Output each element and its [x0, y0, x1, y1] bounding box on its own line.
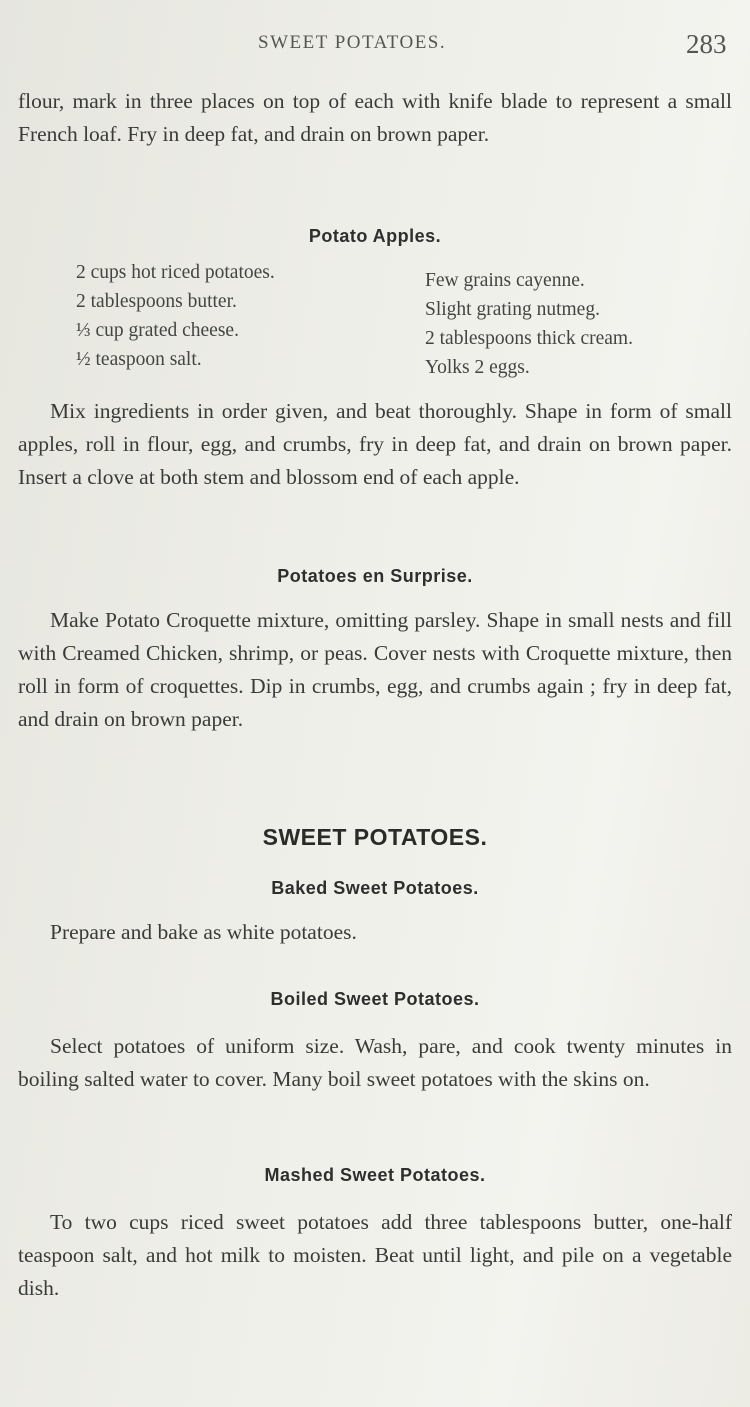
ingredient-item: ⅓ cup grated cheese.: [76, 320, 239, 341]
recipe-title-potatoes-en-surprise: Potatoes en Surprise.: [277, 566, 473, 586]
recipe-directions-potato-apples: Mix ingredients in order given, and beat thoroughly. Shape in form of small apples, roll in flour, egg, and crumbs, fry in deep fat, and drain on brown paper. Insert a clove at both stem and blossom end of each apple.: [18, 399, 732, 489]
recipe-title-baked-sweet-potatoes: Baked Sweet Potatoes.: [271, 878, 479, 898]
section-title-sweet-potatoes: SWEET POTATOES.: [262, 824, 488, 850]
running-header: [0, 29, 750, 62]
ingredient-item: 2 tablespoons butter.: [76, 291, 237, 312]
ingredient-item: Slight grating nutmeg.: [425, 299, 600, 320]
intro-paragraph: flour, mark in three places on top of each with knife blade to represent a small French loaf. Fry in deep fat, and drain on brown paper.: [18, 89, 732, 146]
recipe-title-boiled-sweet-potatoes: Boiled Sweet Potatoes.: [270, 989, 480, 1009]
ingredient-item: Few grains cayenne.: [425, 270, 585, 291]
recipe-title-potato-apples: Potato Apples.: [308, 226, 442, 246]
running-title: SWEET POTATOES.: [258, 32, 447, 53]
recipe-title-mashed-sweet-potatoes: Mashed Sweet Potatoes.: [264, 1165, 486, 1185]
recipe-directions-baked-sweet-potatoes: Prepare and bake as white potatoes.: [50, 920, 357, 944]
recipe-directions-boiled-sweet-potatoes: Select potatoes of uniform size. Wash, pare, and cook twenty minutes in boiling salted water to cover. Many boil sweet potatoes with the skins on.: [18, 1034, 732, 1091]
ingredient-item: Yolks 2 eggs.: [425, 357, 530, 378]
recipe-directions-mashed-sweet-potatoes: To two cups riced sweet potatoes add three tablespoons butter, one-half teaspoon salt, and hot milk to moisten. Beat until light, and pile on a vegetable dish.: [18, 1210, 732, 1300]
recipe-directions-potatoes-en-surprise: Make Potato Croquette mixture, omitting parsley. Shape in small nests and fill with Creamed Chicken, shrimp, or peas. Cover nests with Croquette mixture, then roll in form of croquettes. Dip in crumbs, egg, and crumbs again ; fry in deep fat, and drain on brown paper.: [18, 608, 732, 731]
ingredient-list-right: [425, 266, 735, 382]
page-number: 283: [686, 29, 727, 59]
ingredient-list-left: [76, 258, 396, 374]
ingredient-item: 2 tablespoons thick cream.: [425, 328, 633, 349]
ingredient-item: 2 cups hot riced potatoes.: [76, 262, 275, 283]
ingredient-item: ½ teaspoon salt.: [76, 349, 202, 370]
